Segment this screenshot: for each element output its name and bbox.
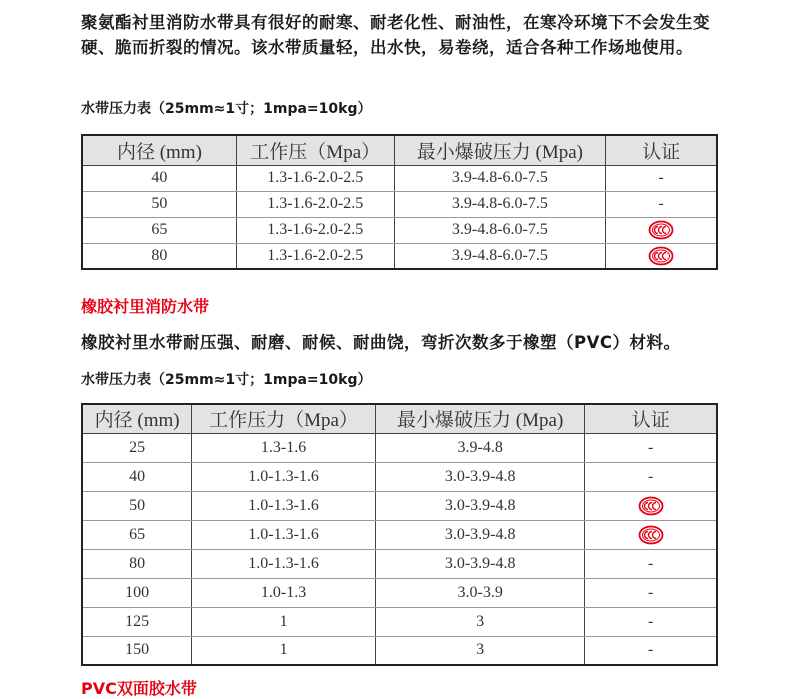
- table-row: [82, 578, 717, 607]
- cell-working-pressure: 1.3-1.6-2.0-2.5: [236, 191, 394, 217]
- table-row: [82, 462, 717, 491]
- cell-diameter: 80: [82, 243, 236, 269]
- cell-certification: -: [585, 462, 717, 491]
- cell-burst-pressure: 3: [375, 636, 585, 665]
- cell-diameter: 80: [82, 549, 192, 578]
- cell-burst-pressure: 3.0-3.9: [375, 578, 585, 607]
- cell-burst-pressure: 3.9-4.8-6.0-7.5: [394, 191, 606, 217]
- cell-working-pressure: 1.3-1.6-2.0-2.5: [236, 217, 394, 243]
- cell-certification: [606, 217, 717, 243]
- header-diameter: 内径 (mm): [82, 404, 192, 433]
- cell-burst-pressure: 3.0-3.9-4.8: [375, 491, 585, 520]
- cell-certification: -: [585, 549, 717, 578]
- cell-working-pressure: 1.0-1.3-1.6: [192, 491, 376, 520]
- table-row: [82, 607, 717, 636]
- cell-certification: -: [606, 191, 717, 217]
- cell-diameter: 40: [82, 462, 192, 491]
- cell-diameter: 150: [82, 636, 192, 665]
- cell-burst-pressure: 3.0-3.9-4.8: [375, 520, 585, 549]
- cell-certification: [606, 243, 717, 269]
- section3-title: PVC双面胶水带: [81, 679, 197, 698]
- ccc-certification-icon: [638, 525, 664, 545]
- cell-burst-pressure: 3: [375, 607, 585, 636]
- cell-burst-pressure: 3.9-4.8-6.0-7.5: [394, 243, 606, 269]
- header-working-pressure: 工作压（Mpa）: [236, 135, 394, 165]
- header-certification: 认证: [585, 404, 717, 433]
- section2-paragraph: 橡胶衬里水带耐压强、耐磨、耐候、耐曲饶，弯折次数多于橡塑（PVC）材料。: [81, 333, 681, 352]
- table-row: [82, 549, 717, 578]
- cell-working-pressure: 1.0-1.3-1.6: [192, 462, 376, 491]
- cell-diameter: 25: [82, 433, 192, 462]
- table1-caption: 水带压力表（25mm≈1寸；1mpa=10kg）: [81, 101, 372, 117]
- cell-burst-pressure: 3.9-4.8: [375, 433, 585, 462]
- cell-diameter: 125: [82, 607, 192, 636]
- table-row: [82, 491, 717, 520]
- intro-paragraph: 聚氨酯衬里消防水带具有很好的耐寒、耐老化性、耐油性，在寒冷环境下不会发生变硬、脆而折裂的情况。该水带质量轻，出水快，易卷绕，适合各种工作场地使用。: [81, 13, 710, 57]
- cell-certification: -: [585, 607, 717, 636]
- pressure-table-rubber: [81, 403, 718, 666]
- cell-certification: [585, 520, 717, 549]
- cell-certification: -: [606, 165, 717, 191]
- cell-working-pressure: 1: [192, 636, 376, 665]
- cell-certification: -: [585, 636, 717, 665]
- cell-working-pressure: 1.3-1.6-2.0-2.5: [236, 243, 394, 269]
- cell-certification: [585, 491, 717, 520]
- cell-working-pressure: 1.0-1.3-1.6: [192, 520, 376, 549]
- cell-certification: -: [585, 433, 717, 462]
- table-row: [82, 433, 717, 462]
- cell-working-pressure: 1.0-1.3: [192, 578, 376, 607]
- table-row: [82, 243, 717, 269]
- cell-diameter: 40: [82, 165, 236, 191]
- cell-diameter: 65: [82, 217, 236, 243]
- pressure-table-polyurethane: [81, 134, 718, 270]
- cell-diameter: 50: [82, 191, 236, 217]
- cell-diameter: 100: [82, 578, 192, 607]
- cell-working-pressure: 1.3-1.6: [192, 433, 376, 462]
- cell-burst-pressure: 3.9-4.8-6.0-7.5: [394, 165, 606, 191]
- header-working-pressure: 工作压力（Mpa）: [192, 404, 376, 433]
- header-diameter: 内径 (mm): [82, 135, 236, 165]
- cell-burst-pressure: 3.0-3.9-4.8: [375, 462, 585, 491]
- cell-burst-pressure: 3.0-3.9-4.8: [375, 549, 585, 578]
- cell-working-pressure: 1.0-1.3-1.6: [192, 549, 376, 578]
- table-row: [82, 191, 717, 217]
- ccc-certification-icon: [648, 220, 674, 240]
- cell-diameter: 50: [82, 491, 192, 520]
- cell-working-pressure: 1: [192, 607, 376, 636]
- section2-title: 橡胶衬里消防水带: [81, 297, 210, 316]
- ccc-certification-icon: [638, 496, 664, 516]
- table2-caption: 水带压力表（25mm≈1寸；1mpa=10kg）: [81, 372, 372, 388]
- table-row: [82, 217, 717, 243]
- ccc-certification-icon: [648, 246, 674, 266]
- table-row: [82, 520, 717, 549]
- cell-diameter: 65: [82, 520, 192, 549]
- cell-certification: -: [585, 578, 717, 607]
- header-burst-pressure: 最小爆破压力 (Mpa): [375, 404, 585, 433]
- header-certification: 认证: [606, 135, 717, 165]
- table-row: [82, 165, 717, 191]
- table-row: [82, 636, 717, 665]
- header-burst-pressure: 最小爆破压力 (Mpa): [394, 135, 606, 165]
- cell-burst-pressure: 3.9-4.8-6.0-7.5: [394, 217, 606, 243]
- cell-working-pressure: 1.3-1.6-2.0-2.5: [236, 165, 394, 191]
